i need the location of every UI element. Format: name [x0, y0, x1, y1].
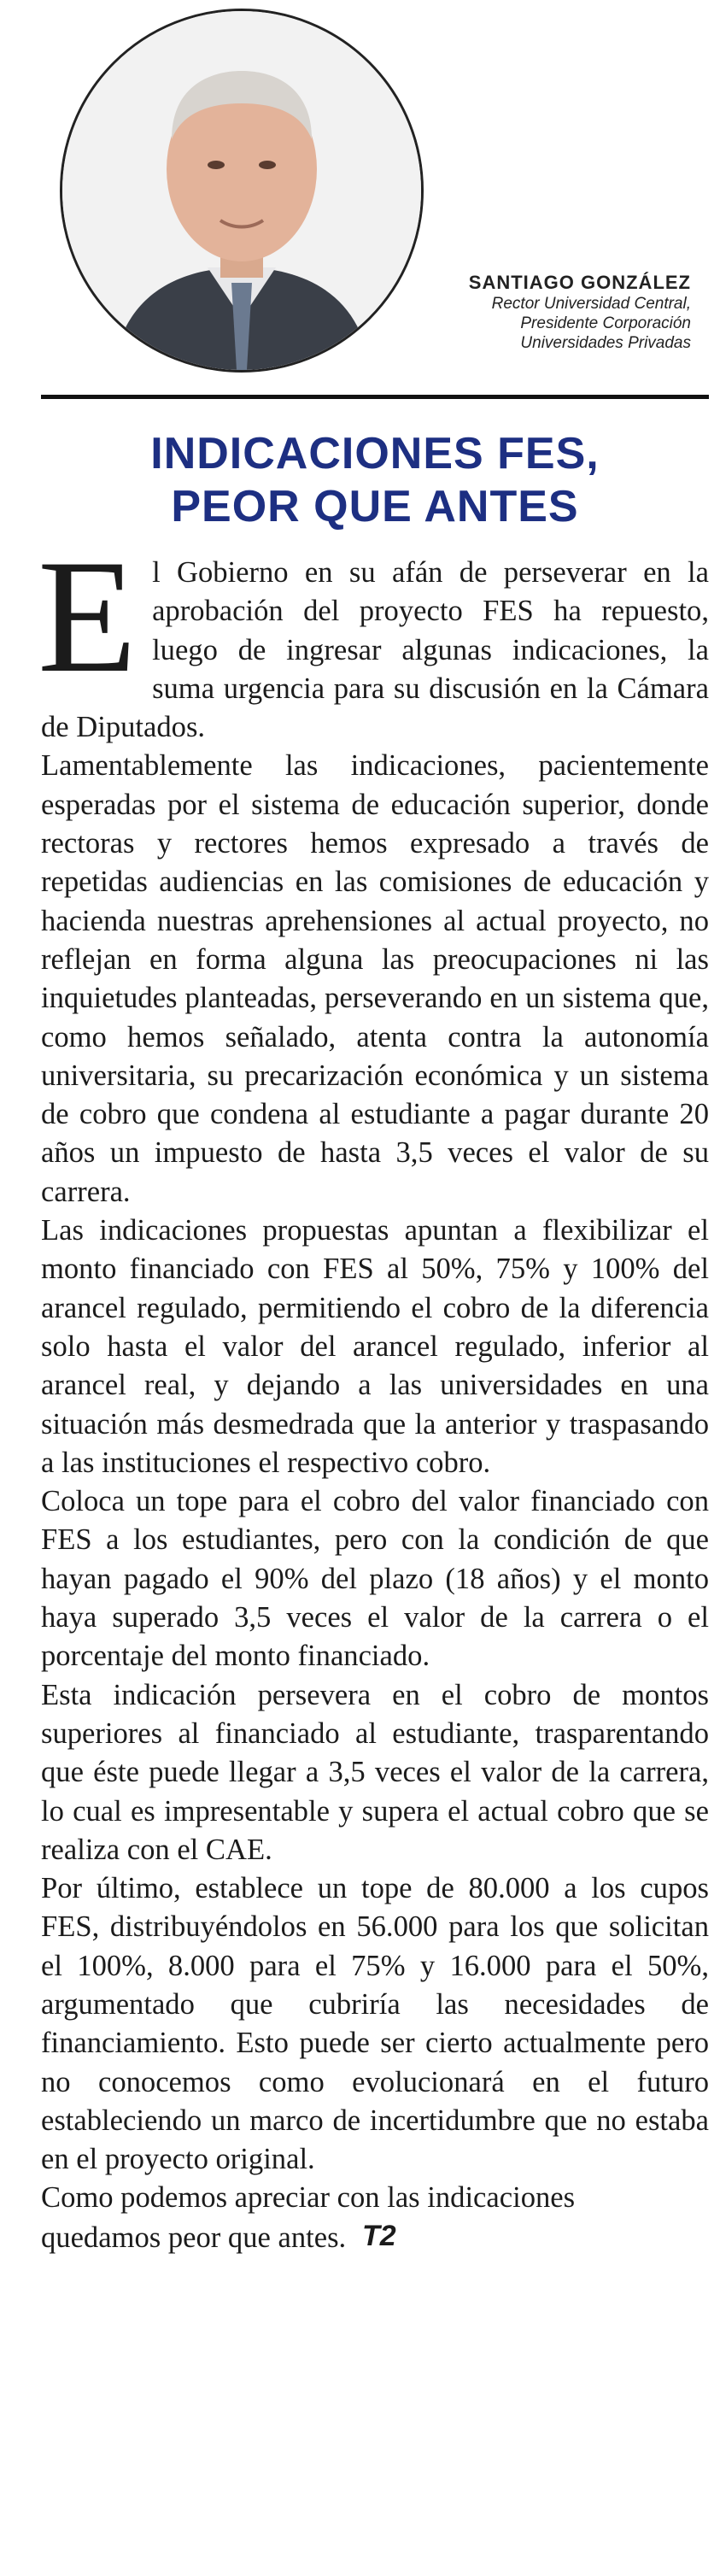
first-paragraph-text: l Gobierno en su afán de perseverar en la aprobación del proyecto FES ha repuesto, luego de ingresar algunas indicaciones, la suma urgencia para su discusión en la Cámara de Diputados.: [41, 556, 709, 744]
author-role-line: Universidades Privadas: [520, 334, 691, 352]
closing-paragraph: [41, 2179, 709, 2262]
header-divider: [41, 395, 709, 399]
publication-end-logo: [360, 2218, 405, 2262]
headline-line: INDICACIONES FES,: [150, 429, 600, 478]
author-byline: [469, 272, 691, 353]
article-body: [38, 527, 709, 2262]
body-paragraph: Coloca un tope para el cobro del valor financiado con FES a los estudiantes, pero con la condición de que hayan pagado el 90% del plazo (18 años) y el monto haya superado 3,5 veces el valor de la carrera o el porcentaje del monto financiado.: [41, 1485, 709, 1673]
closing-line: Como podemos apreciar con las indicaciones: [41, 2181, 576, 2215]
headline-line: PEOR QUE ANTES: [171, 482, 579, 531]
body-paragraph: Las indicaciones propuestas apuntan a flexibilizar el monto financiado con FES al 50%, 75% y 100% del arancel regulado, permitiendo el cobro de la diferencia solo hasta el valor del arancel regulado, inferior al arancel real, y dejando a las universidades en una situación más desmedrada que la anterior y traspasando a las instituciones el respectivo cobro.: [41, 1214, 709, 1479]
body-paragraph: Lamentablemente las indicaciones, pacientemente esperadas por el sistema de educación superior, donde rectoras y rectores hemos expresado a través de repetidas audiencias en las comisiones de educación y hacienda nuestras aprehensiones al actual proyecto, no reflejan en forma alguna las preocupaciones ni las inquietudes planteadas, perseverando en un sistema que, como hemos señalado, atenta contra la autonomía universitaria, su precarización económica y un sistema de cobro que condena al estudiante a pagar durante 20 años un impuesto de hasta 3,5 veces el valor de su carrera.: [41, 749, 709, 1208]
first-paragraph: [38, 527, 709, 747]
author-portrait-image: [62, 11, 421, 370]
end-logo-text: T2: [361, 2219, 396, 2252]
author-role-line: Rector Universidad Central,: [491, 295, 691, 313]
closing-line: quedamos peor que antes.: [41, 2221, 347, 2254]
author-role-line: Presidente Corporación: [520, 314, 691, 332]
end-logo-icon: [360, 2218, 405, 2252]
body-paragraph: Esta indicación persevera en el cobro de montos superiores al financiado al estudiante, trasparentando que éste puede llegar a 3,5 veces el valor de la carrera, lo cual es impresentable y supera el actual cobro que se realiza con el CAE.: [41, 1678, 709, 1866]
drop-cap: E: [38, 527, 138, 707]
article-headline: [41, 427, 709, 533]
body-paragraph: Por último, establece un tope de 80.000 a los cupos FES, distribuyéndolos en 56.000 para los que solicitan el 100%, 8.000 para el 75% y 16.000 para el 50%, argumentado que cubriría las necesidades de financiamiento. Esto puede ser cierto actualmente pero no conocemos como evolucionará en el futuro estableciendo un marco de incertidumbre que no estaba en el proyecto original.: [41, 1872, 709, 2176]
author-name: SANTIAGO GONZÁLEZ: [468, 272, 691, 293]
author-portrait: [60, 9, 424, 373]
